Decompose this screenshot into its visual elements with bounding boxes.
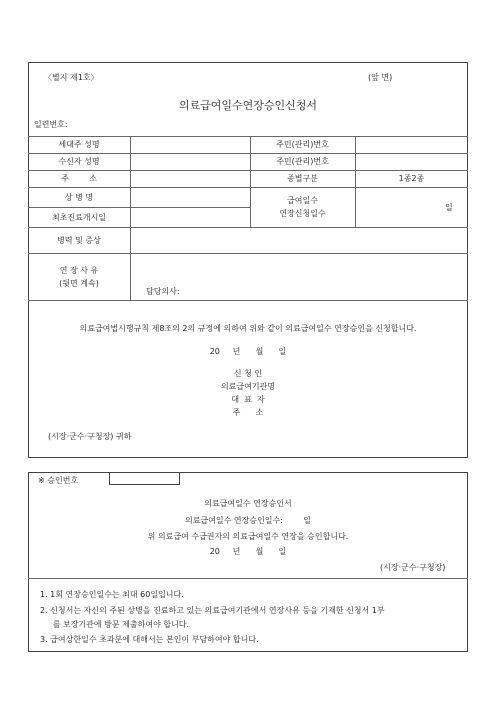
note-item: 3. 급여상한일수 초과분에 대해서는 본인이 부담하여야 합니다. <box>40 635 259 644</box>
id-number-label: 주민(관리)번호 <box>276 140 329 149</box>
applicant-label: 신 청 인 <box>233 369 263 378</box>
note-item: 1. 1회 연장승인일수는 최대 60일입니다. <box>40 590 184 599</box>
disease-name-label: 상 병 명 <box>64 192 94 202</box>
approval-days-line: 의료급여일수 연장승인일수: 일 <box>184 516 312 525</box>
institution-name-label: 의료급여기관명 <box>220 382 276 391</box>
type-label: 종별구분 <box>287 174 318 183</box>
form-title: 의료급여일수연장승인신청서 <box>178 99 318 112</box>
attending-doctor-label: 담당의사: <box>146 287 180 296</box>
benefit-days-line2: 연장신청일수 <box>279 209 326 218</box>
page-side-label: (앞 면) <box>368 73 393 82</box>
notes-divider <box>28 578 468 579</box>
table-line <box>130 136 131 300</box>
benefit-days-line1: 급여일수 <box>287 196 318 205</box>
history-label: 병력 및 증상 <box>57 235 101 245</box>
application-statement: 의료급여법시행규칙 제8조의 2의 규정에 의하여 위와 같이 의료급여일수 연장승인을 신청합니다. <box>79 324 417 333</box>
serial-number-label: 일련번호: <box>34 120 68 129</box>
type-value: 1종2종 <box>398 174 425 183</box>
addressee-label: (시장·군수·구청장) 귀하 <box>48 432 132 441</box>
benefit-days-label <box>250 187 355 227</box>
form-number: 〈별지 제1호〉 <box>44 73 99 82</box>
representative-label: 대 표 자 <box>231 395 265 404</box>
approval-number-field <box>109 472 180 485</box>
approval-date: 20 년 월 일 <box>209 547 287 556</box>
approval-statement: 위 의료급여 수급권자의 의료급여일수 연장을 승인합니다. <box>147 532 349 541</box>
application-date: 20 년 월 일 <box>209 347 287 356</box>
recipient-name-label: 수신자 성명 <box>58 157 100 166</box>
table-line <box>28 300 468 301</box>
approval-title: 의료급여일수 연장승인서 <box>204 499 292 508</box>
extension-reason-label <box>28 253 130 300</box>
institution-address-label: 주 소 <box>232 408 264 417</box>
id-number-label: 주민(관리)번호 <box>276 157 329 166</box>
approval-number-label: ※ 승인번호 <box>38 476 79 485</box>
extension-reason-line2: (뒷면 계속) <box>59 278 99 288</box>
note-item: 2. 신청서는 자신의 주된 상병을 진료하고 있는 의료급여기관에서 연장사유 등을 기재한 신청서 1부 <box>40 606 385 615</box>
approval-authority: (시장·군수·구청장) <box>380 563 446 572</box>
address-label: 주 소 <box>61 174 97 183</box>
householder-name-label: 세대주 성명 <box>58 140 100 149</box>
days-unit: 일 <box>445 203 453 212</box>
extension-reason-line1: 연 장 사 유 <box>59 265 99 275</box>
note-item: 를 보장기관에 방문 제출하여야 합니다. <box>40 620 190 629</box>
first-treatment-date-label: 최초진료개시일 <box>51 212 107 222</box>
